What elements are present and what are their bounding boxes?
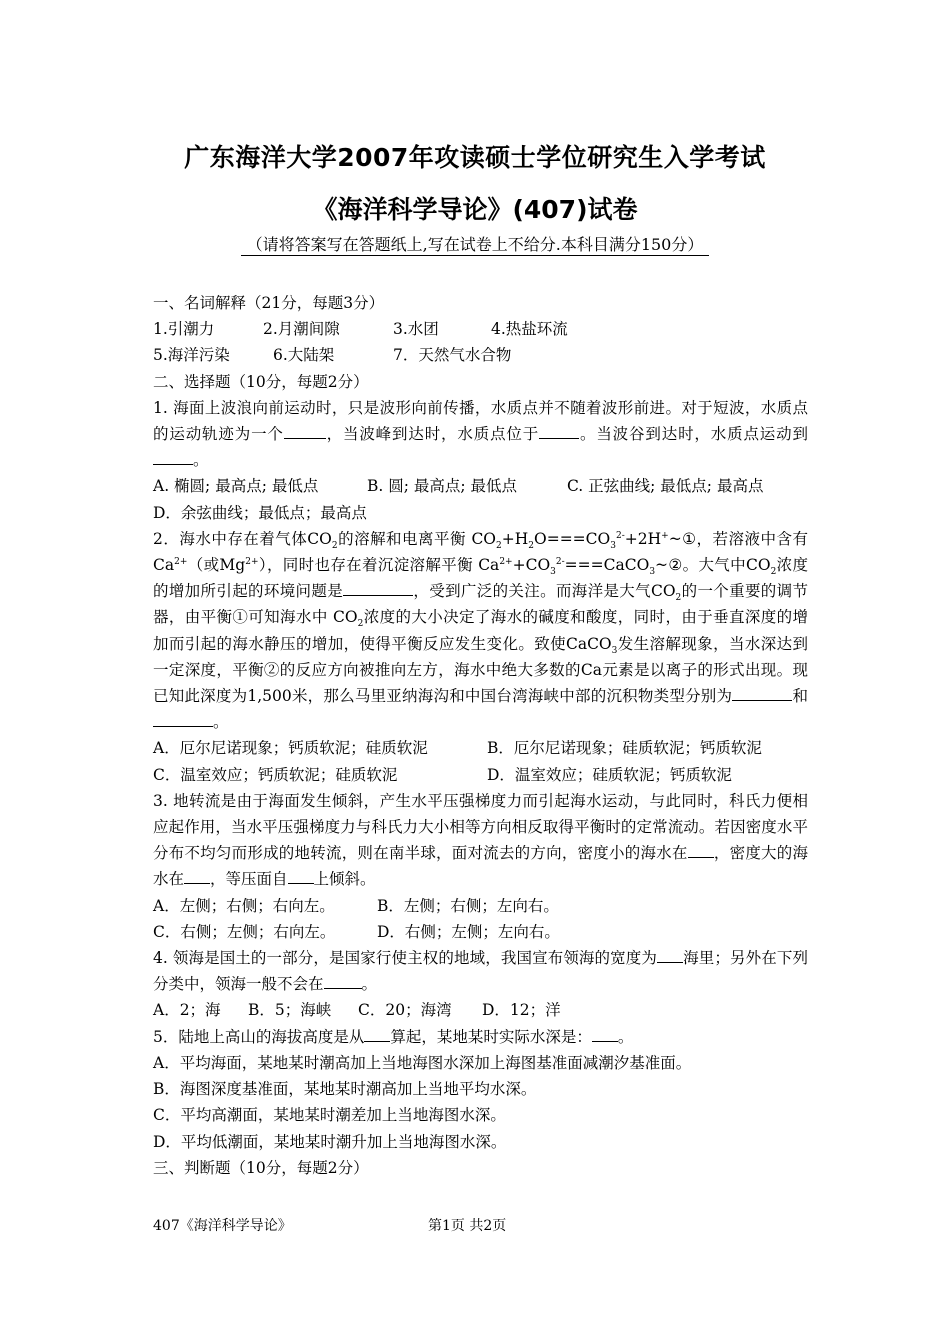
instructions-text: （请将答案写在答题纸上,写在试卷上不给分.本科目满分150分） [241,235,710,256]
answer-blank [288,867,314,884]
question-2: 2．海水中存在着气体$CO_2$的溶解和电离平衡 $CO_2+H_2O===CO_3^{2-}+2H^+\sim ①$，若溶液中含有$Ca^{2+}$（或$Mg^{2+}$），同时也存在着沉淀溶解平衡 $Ca^{2+}+CO_3^{2-}===CaCO_3\sim ②$。大气中$CO_2$浓度的增加所引起的环境问题是 ，受到广泛的关注。而海洋是大气$CO_2$的一个重要的调节器，由平衡①可知海水中 $CO_2$浓度的大小决定了海水的碱度和酸度，同时，由于垂直深度的增加而引起的海水静压的增加，使得平衡反应发生变化。致使CaCO$_3$发生溶解现象，当水深达到一定深度，平衡②的反应方向被推向左方，海水中绝大多数的Ca元素是以离子的形式出现。现已知此深度为1,500米，那么马里亚纳海沟和中国台湾海峡中部的沉积物类型分别为 和。 [153,529,809,732]
q2-options-row-1 [153,735,808,761]
option-c: C．平均高潮面，某地某时潮差加上当地海图水深。 [153,1106,506,1125]
answer-blank [343,579,413,596]
answer-blank [153,448,193,465]
option-b: B．厄尔尼诺现象；硅质软泥；钙质软泥 [487,739,762,758]
option-d: D．余弦曲线；最低点；最高点 [153,503,367,522]
section2-heading: 二、选择题（10分，每题2分） [153,372,369,391]
option-d: D．右侧；左侧；左向右。 [377,922,560,941]
term-item: 6.大陆架 [273,346,335,365]
term-item: 4.热盐环流 [491,320,568,339]
option-a: A．平均海面，某地某时潮高加上当地海图水深加上海图基准面减潮汐基准面。 [153,1053,692,1072]
term-item: 3.水团 [393,320,439,339]
instructions-note [0,232,950,255]
answer-blank [688,841,714,858]
answer-blank [539,422,579,439]
answer-blank [592,1025,618,1042]
answer-blank [324,972,362,989]
q2-options-row-2 [153,762,808,788]
exam-subtitle: 《海洋科学导论》(407)试卷 [312,195,638,224]
answer-blank [657,946,683,963]
answer-blank [732,684,792,701]
option-b: B. 圆; 最高点; 最低点 [367,477,518,496]
question-4: 4. 领海是国土的一部分，是国家行使主权的地域，我国宣布领海的宽度为 海里；另外在下列分类中，领海一般不会在 。 [153,945,808,997]
option-b: B．海图深度基准面，某地某时潮高加上当地平均水深。 [153,1080,537,1099]
question-1: 1. 海面上波浪向前运动时，只是波形向前传播，水质点并不随着波形前进。对于短波，水质点的运动轨迹为一个 ，当波峰到达时，水质点位于 。当波谷到达时，水质点运动到。 [153,398,808,470]
q1-options-row [153,473,808,499]
option-c: C. 正弦曲线; 最低点; 最高点 [567,477,764,496]
option-a: A．厄尔尼诺现象；钙质软泥；硅质软泥 [153,739,428,758]
option-d: D．平均低潮面，某地某时潮升加上当地海图水深。 [153,1132,507,1151]
option-d: D．12；洋 [482,1001,561,1020]
option-b: B．5；海峡 [248,1001,332,1020]
answer-blank [364,1025,390,1042]
q3-options-row-2 [153,919,808,945]
option-c: C．温室效应；钙质软泥；硅质软泥 [153,765,398,784]
answer-blank [153,710,213,727]
exam-title: 广东海洋大学2007年攻读硕士学位研究生入学考试 [184,143,766,172]
exam-body [153,290,808,1181]
q4-options-row [153,997,808,1023]
option-d: D．温室效应；硅质软泥；钙质软泥 [487,765,732,784]
option-a: A. 椭圆; 最高点; 最低点 [153,477,319,496]
option-c: C．20；海湾 [358,1001,452,1020]
option-b: B．左侧；右侧；左向右。 [377,896,559,915]
page-footer [153,1215,507,1235]
term-item: 5.海洋污染 [153,346,230,365]
answer-blank [184,867,210,884]
footer-page-number: 第1页 共2页 [428,1218,507,1234]
term-item: 7．天然气水合物 [393,346,512,365]
question-3: 3. 地转流是由于海面发生倾斜，产生水平压强梯度力而引起海水运动，与此同时，科氏力便相应起作用，当水平压强梯度力与科氏力大小相等方向相反取得平衡时的定常流动。若因密度水平分布不均匀而形成的地转流，则在南半球，面对流去的方向，密度小的海水在 ，密度大的海水在 ，等压面自 上倾斜。 [153,791,808,889]
question-5: 5．陆地上高山的海拔高度是从 算起，某地某时实际水深是： 。 [153,1024,808,1050]
terms-row-1 [153,316,808,342]
section3-heading: 三、判断题（10分，每题2分） [153,1158,369,1177]
option-c: C．右侧；左侧；右向左。 [153,922,336,941]
footer-course: 407《海洋科学导论》 [153,1218,292,1234]
option-a: A．左侧；右侧；右向左。 [153,896,335,915]
q3-options-row-1 [153,893,808,919]
option-a: A．2；海 [153,1001,221,1020]
terms-row-2 [153,342,808,368]
answer-blank [284,422,326,439]
term-item: 2.月潮间隙 [263,320,340,339]
section1-heading: 一、名词解释（21分，每题3分） [153,294,385,312]
term-item: 1.引潮力 [153,320,215,339]
